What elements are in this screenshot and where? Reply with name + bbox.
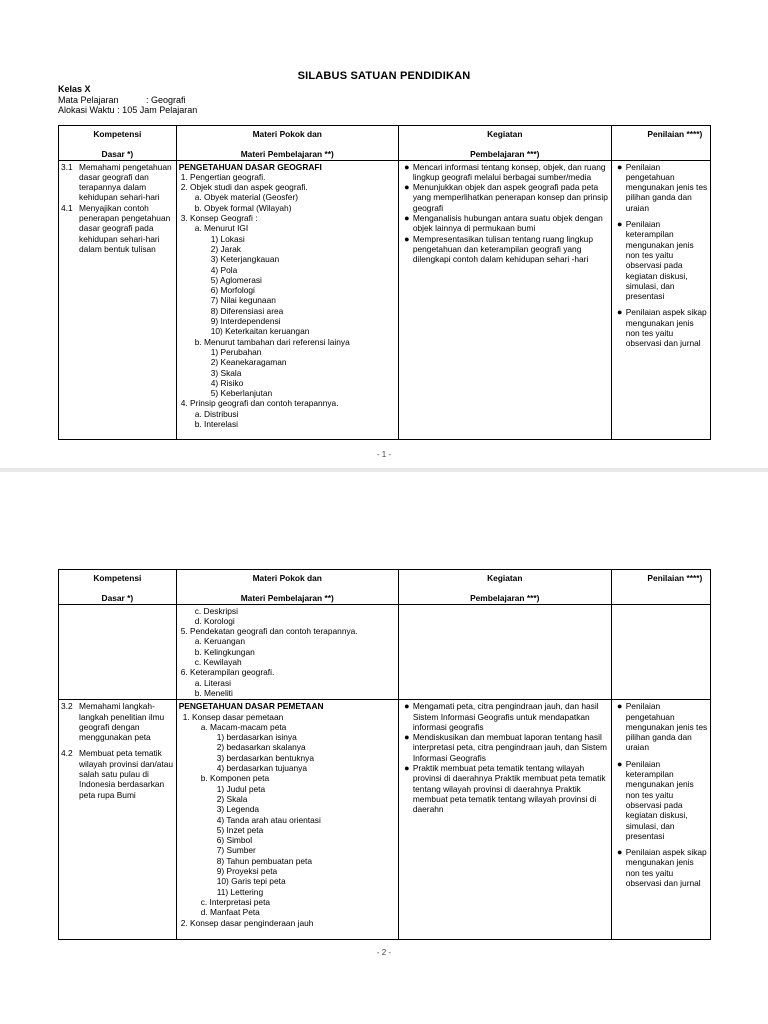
materi-line: 1) berdasarkan isinya: [216, 732, 297, 743]
materi-line: 1) Perubahan: [210, 346, 262, 357]
penilaian-item: ● Penilaian keterampilan mengunakan jenis non tes yaitu observasi pada kegiatan diskusi, simulasi, dan presentasi: [616, 219, 694, 302]
mapel-label: Mata Pelajaran: [58, 94, 119, 105]
penilaian-item: ● Penilaian aspek sikap mengunakan jenis non tes yaitu observasi dan jurnal: [616, 847, 707, 889]
kegiatan-cell: [398, 700, 611, 940]
materi-line: 7) Nilai kegunaan: [210, 295, 276, 306]
alokasi-line: Alokasi Waktu : 105 Jam Pelajaran: [58, 105, 198, 115]
penilaian-item: ● Penilaian aspek sikap mengunakan jenis non tes yaitu observasi dan jurnal: [616, 307, 707, 349]
kegiatan-item: ● Menganalisis hubungan antara suatu objek dengan objek lainnya di permukaan bumi: [404, 213, 603, 234]
silabus-table-2: [58, 569, 711, 940]
materi-line: 2. Objek studi dan aspek geografi.: [180, 182, 308, 193]
materi-line: 2) Keanekaragaman: [210, 357, 287, 368]
materi-line: 4) berdasarkan tujuanya: [216, 763, 308, 774]
document-title: SILABUS SATUAN PENDIDIKAN: [297, 70, 471, 82]
mapel-line: [58, 95, 197, 106]
page-1: [0, 0, 768, 468]
materi-cell: [176, 604, 398, 700]
page-number: - 1 -: [376, 450, 392, 459]
kegiatan-item: ● Mengamati peta, citra pengindraan jauh, dan hasil Sistem Informasi Geografis untuk mendapatkan informasi geografis: [404, 701, 599, 732]
materi-line: 2) bedasarkan skalanya: [216, 742, 306, 753]
kd-item: 4.2 Membuat peta tematik wilayah provinsi dan/atau salah satu pulau di Indonesia berdasarkan peta rupa Bumi: [61, 748, 174, 800]
materi-line: 10) Keterkaitan keruangan: [210, 326, 310, 337]
kd-item: 3.1 Memahami pengetahuan dasar geografi dan terapannya dalam kehidupan sehari-hari: [61, 161, 172, 203]
kd-cell: [59, 700, 177, 940]
materi-line: b. Obyek formal (Wilayah): [194, 202, 292, 213]
document-meta: [58, 84, 197, 116]
penilaian-cell: [611, 700, 710, 940]
materi-line: b. Meneliti: [194, 687, 233, 698]
materi-line: 1) Judul peta: [216, 783, 266, 794]
materi-line: a. Literasi: [194, 677, 232, 688]
materi-cell: [176, 160, 398, 439]
materi-line: a. Distribusi: [194, 408, 239, 419]
kegiatan-item: ● Mencari informasi tentang konsep, objek, dan ruang lingkup geografi melalui berbagai sumber/media: [404, 161, 606, 182]
materi-line: 5. Pendekatan geografi dan contoh terapannya.: [180, 626, 358, 637]
table-row: [59, 604, 711, 700]
materi-line: 5) Inzet peta: [216, 824, 264, 835]
materi-line: c. Interpretasi peta: [200, 896, 271, 907]
penilaian-item: ● Penilaian keterampilan mengunakan jenis non tes yaitu observasi pada kegiatan diskusi, simulasi, dan presentasi: [616, 758, 694, 841]
header-kegiatan: Kegiatan Pembelajaran ***): [398, 126, 611, 161]
materi-line: 4) Risiko: [210, 377, 244, 388]
kelas-label: Kelas X: [58, 84, 91, 94]
materi-line: 11) Lettering: [216, 886, 264, 897]
materi-cell: [176, 700, 398, 940]
penilaian-cell: [611, 604, 710, 700]
materi-line: 2) Jarak: [210, 243, 241, 254]
header-materi: Materi Pokok dan Materi Pembelajaran **): [176, 126, 398, 161]
table-header-row: [59, 126, 711, 161]
kegiatan-item: ● Menunjukkan objek dan aspek geografi pada peta yang memperlihatkan penerapan konsep dan prinsip geografi: [404, 182, 608, 213]
page-2: [0, 472, 768, 1024]
page-number: - 2 -: [376, 948, 392, 957]
materi-line: b. Interelasi: [194, 419, 238, 430]
header-materi: Materi Pokok dan Materi Pembelajaran **): [176, 570, 398, 605]
header-penilaian: Penilaian ****): [611, 126, 710, 161]
materi-line: c. Kewilayah: [194, 657, 242, 668]
materi-line: d. Korologi: [194, 615, 235, 626]
materi-heading: PENGETAHUAN DASAR GEOGRAFI: [178, 161, 322, 172]
penilaian-item: ● Penilaian pengetahuan mengunakan jenis tes pilihan ganda dan uraian: [616, 161, 708, 213]
materi-line: 6) Simbol: [216, 835, 253, 846]
materi-line: 9) Proyeksi peta: [216, 866, 278, 877]
materi-line: 2) Skala: [216, 793, 248, 804]
materi-line: 4. Prinsip geografi dan contoh terapannya.: [180, 398, 339, 409]
materi-line: 3) Keterjangkauan: [210, 254, 280, 265]
materi-line: 9) Interdependensi: [210, 316, 281, 327]
table-row: [59, 700, 711, 940]
kegiatan-cell: [398, 604, 611, 700]
header-kegiatan: Kegiatan Pembelajaran ***): [398, 570, 611, 605]
materi-line: 3) Skala: [210, 367, 242, 378]
materi-line: b. Komponen peta: [200, 773, 270, 784]
materi-line: d. Manfaat Peta: [200, 907, 260, 918]
materi-line: a. Obyek material (Geosfer): [194, 192, 299, 203]
materi-line: 1) Lokasi: [210, 233, 245, 244]
materi-heading: PENGETAHUAN DASAR PEMETAAN: [178, 701, 324, 712]
table-header-row: [59, 570, 711, 605]
kegiatan-item: ● Mempresentasikan tulisan tentang ruang lingkup pengetahuan dan keterampilan geografi yang dilengkapi contoh dalam kehidupan sehari -hari: [404, 233, 593, 265]
materi-line: 3. Konsep Geografi :: [180, 213, 258, 224]
materi-line: 2. Konsep dasar penginderaan jauh: [180, 917, 314, 928]
materi-line: 1. Konsep dasar pemetaan: [182, 711, 284, 722]
materi-line: a. Macam-macam peta: [200, 721, 287, 732]
table-row: [59, 160, 711, 439]
silabus-table-1: [58, 125, 711, 440]
materi-line: c. Deskripsi: [194, 605, 238, 616]
kegiatan-item: ● Praktik membuat peta tematik tentang wilayah provinsi di daerahnya Praktik membuat peta tematik tentang wilayah provinsi di daerahnya Praktik membuat peta tematik tentang wilayah provinsi di daerahn: [404, 763, 606, 815]
kd-cell: [59, 604, 177, 700]
materi-line: 10) Garis tepi peta: [216, 876, 286, 887]
kegiatan-cell: [398, 160, 611, 439]
penilaian-item: ● Penilaian pengetahuan mengunakan jenis tes pilihan ganda dan uraian: [616, 701, 708, 753]
materi-line: b. Kelingkungan: [194, 646, 255, 657]
materi-line: 1. Pengertian geografi.: [180, 171, 266, 182]
materi-line: 7) Sumber: [216, 845, 256, 856]
materi-line: 5) Keberlanjutan: [210, 388, 273, 399]
materi-line: 4) Pola: [210, 264, 238, 275]
kegiatan-item: ● Mendiskusikan dan membuat laporan tentang hasil interpretasi peta, citra pengindraan jauh, dan Sistem Informasi Geografis: [404, 732, 607, 763]
materi-line: 8) Diferensiasi area: [210, 305, 284, 316]
kd-cell: [59, 160, 177, 439]
mapel-value: : Geografi: [146, 94, 186, 105]
kd-item: 4.1 Menyajikan contoh penerapan pengetahuan dasar geografi pada kehidupan sehari-hari dalam bentuk tulisan: [61, 202, 171, 254]
header-penilaian: Penilaian ****): [611, 570, 710, 605]
materi-line: 8) Tahun pembuatan peta: [216, 855, 313, 866]
materi-line: a. Menurut IGI: [194, 223, 249, 234]
materi-line: 6. Keterampilan geografi.: [180, 667, 275, 678]
materi-line: b. Menurut tambahan dari referensi lainya: [194, 336, 350, 347]
materi-line: 4) Tanda arah atau orientasi: [216, 814, 321, 825]
penilaian-cell: [611, 160, 710, 439]
kd-item: 3.2 Memahami langkah-langkah penelitian ilmu geografi dengan menggunakan peta: [61, 701, 165, 743]
materi-line: 3) Legenda: [216, 804, 260, 815]
header-kompetensi: Kompetensi Dasar *): [59, 570, 177, 605]
materi-line: 5) Aglomerasi: [210, 274, 262, 285]
materi-line: 6) Morfologi: [210, 285, 255, 296]
materi-line: 3) berdasarkan bentuknya: [216, 752, 315, 763]
header-kompetensi: Kompetensi Dasar *): [59, 126, 177, 161]
materi-line: a. Keruangan: [194, 636, 245, 647]
